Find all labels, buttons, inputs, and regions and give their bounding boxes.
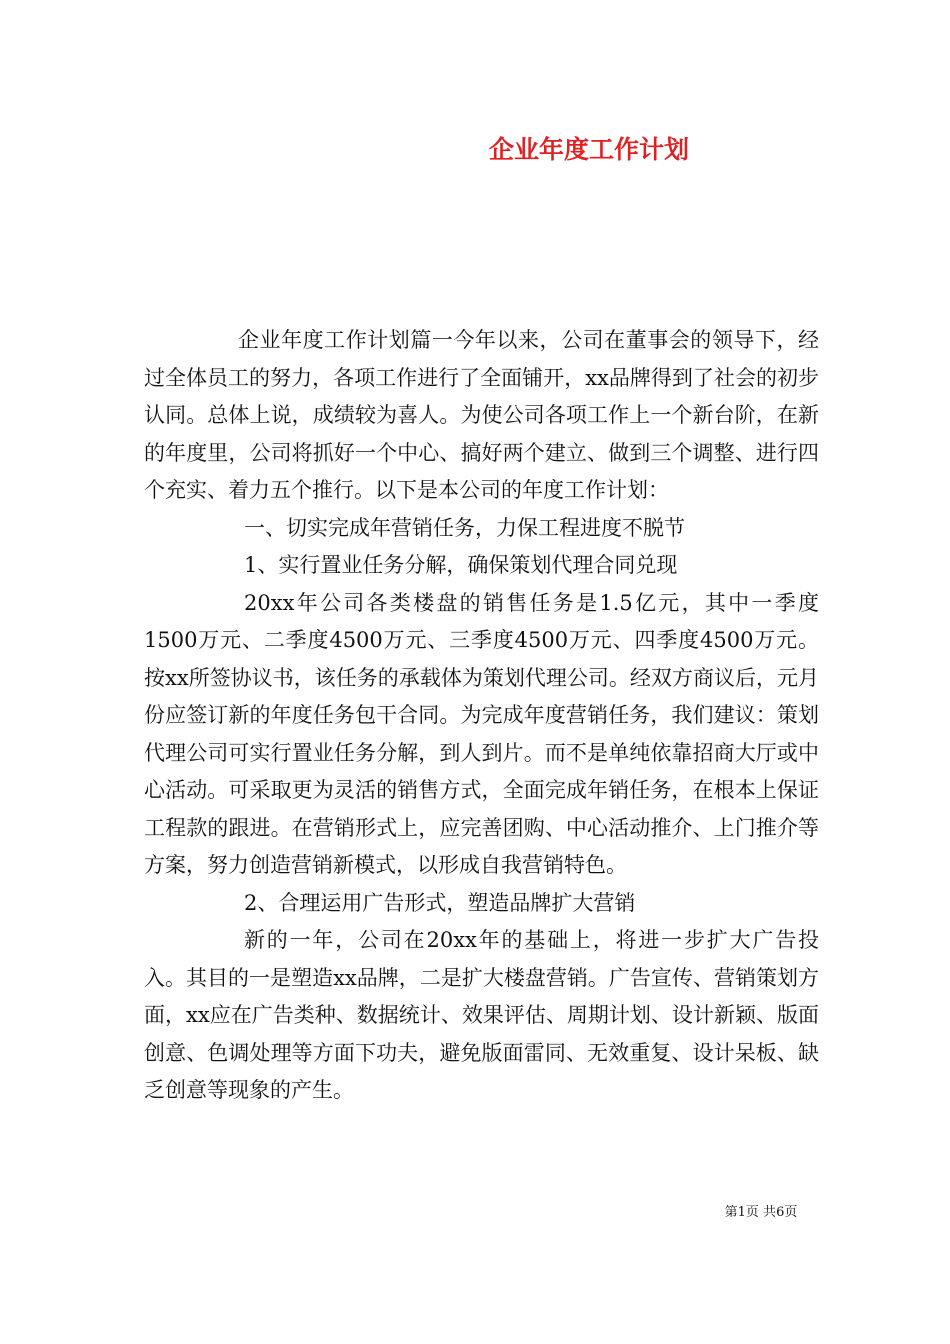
section-heading-1: 一、切实完成年营销任务，力保工程进度不脱节	[244, 515, 685, 540]
footer-total-pages: 6	[776, 1205, 785, 1220]
footer-middle: 页 共	[745, 1205, 777, 1220]
page-title: 企业年度工作计划	[488, 135, 689, 164]
paragraph-advertising: 新的一年，公司在20xx年的基础上，将进一步扩大广告投入。其目的一是塑造xx品牌，二是扩大楼盘营销。广告宣传、营销策划方面，xx应在广告类种、数据统计、效果评估、周期计划、设计新颖、版面创意、色调处理等方面下功夫，避免版面雷同、无效重复、设计呆板、缺乏创意等现象的产生。	[144, 928, 819, 1102]
footer-suffix: 页	[784, 1205, 798, 1220]
footer-current-page: 1	[737, 1205, 746, 1220]
subsection-heading-2: 2、合理运用广告形式，塑造品牌扩大营销	[244, 890, 636, 915]
subsection-heading-1: 1、实行置业任务分解，确保策划代理合同兑现	[244, 553, 678, 577]
document-body	[144, 322, 819, 1110]
footer-prefix: 第	[724, 1205, 738, 1220]
paragraph-intro: 企业年度工作计划篇一今年以来，公司在董事会的领导下，经过全体员工的努力，各项工作进行了全面铺开，xx品牌得到了社会的初步认同。总体上说，成绩较为喜人。为使公司各项工作上一个新台阶，在新的年度里，公司将抓好一个中心、搞好两个建立、做到三个调整、进行四个充实、着力五个推行。以下是本公司的年度工作计划：	[144, 328, 819, 502]
paragraph-sales-target: 20xx年公司各类楼盘的销售任务是1.5亿元，其中一季度1500万元、二季度4500万元、三季度4500万元、四季度4500万元。按xx所签协议书，该任务的承载体为策划代理公司。经双方商议后，元月份应签订新的年度任务包干合同。为完成年度营销任务，我们建议：策划代理公司可实行置业任务分解，到人到片。而不是单纯依靠招商大厅或中心活动。可采取更为灵活的销售方式，全面完成年销任务，在根本上保证工程款的跟进。在营销形式上，应完善团购、中心活动推介、上门推介等方案，努力创造营销新模式，以形成自我营销特色。	[144, 590, 819, 877]
page-footer	[0, 1204, 950, 1222]
